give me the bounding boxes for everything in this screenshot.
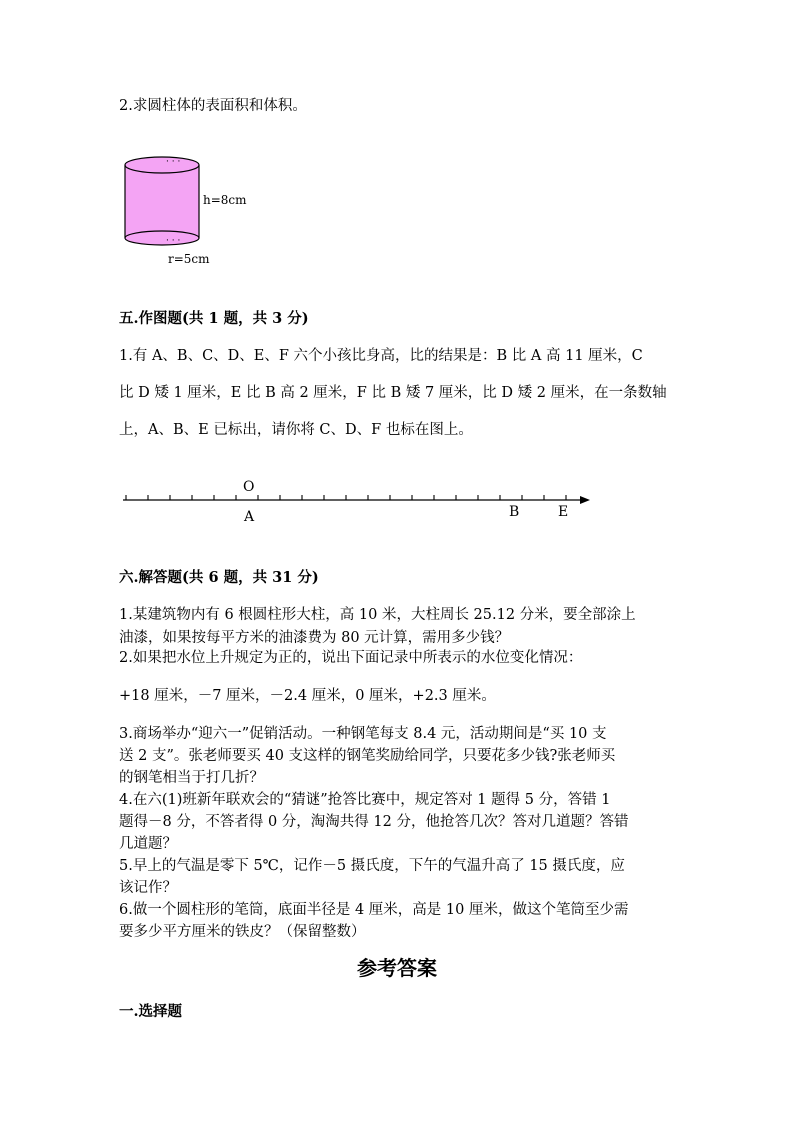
section-5-line: 上，A、B、E 已标出，请你将 C、D、F 也标在图上。 [119,422,473,438]
number-line [0,475,794,535]
answers-section-1-title: 一.选择题 [119,1003,183,1020]
cylinder-bottom [125,231,199,245]
dot: · · · [166,157,181,167]
section-6-line: 2.如果把水位上升规定为正的，说出下面记录中所表示的水位变化情况： [119,650,583,666]
section-5-title: 五.作图题(共 1 题，共 3 分) [119,310,309,327]
section-6-line: 油漆，如果按每平方米的油漆费为 80 元计算，需用多少钱？ [119,630,510,646]
section-6-line: 5.早上的气温是零下 5℃，记作－5 摄氏度，下午的气温升高了 15 摄氏度，应 [119,858,625,874]
section-6-line: 该记作？ [119,880,177,896]
section-6-line: 几道题？ [119,836,177,852]
cylinder-radius-label: r=5cm [168,252,210,266]
cylinder-figure [0,0,794,290]
number-line-arrow [580,496,590,504]
answers-title: 参考答案 [357,956,437,980]
point-label-b: B [509,504,520,520]
point-label-e: E [558,504,569,520]
dot: · · · [166,236,181,246]
section-6-line: 3.商场举办“迎六一”促销活动。一种钢笔每支 8.4 元，活动期间是“买 10 支 [119,726,607,742]
question-cylinder-prompt: 2.求圆柱体的表面积和体积。 [119,98,307,114]
section-6-line: 6.做一个圆柱形的笔筒，底面半径是 4 厘米，高是 10 厘米，做这个笔筒至少需 [119,902,629,918]
cylinder-body [125,165,199,238]
point-label-a: A [244,509,255,525]
section-6-line: 的钢笔相当于打几折？ [119,770,264,786]
cylinder-height-label: h=8cm [203,193,247,207]
section-6-line: +18 厘米，－7 厘米，－2.4 厘米，0 厘米，+2.3 厘米。 [119,688,496,704]
cylinder-top [125,157,199,173]
section-5-line: 比 D 矮 1 厘米，E 比 B 高 2 厘米，F 比 B 矮 7 厘米，比 D 矮 2 厘米，在一条数轴 [119,385,667,401]
section-6-line: 题得－8 分，不答者得 0 分，淘淘共得 12 分，他抢答几次？答对几道题？答错 [119,814,629,830]
section-6-line: 要多少平方厘米的铁皮？（保留整数） [119,924,366,940]
section-6-line: 1.某建筑物内有 6 根圆柱形大柱，高 10 米，大柱周长 25.12 分米，要全部涂上 [119,607,636,623]
section-5-line: 1.有 A、B、C、D、E、F 六个小孩比身高，比的结果是：B 比 A 高 11 厘米，C [119,348,643,364]
section-6-title: 六.解答题(共 6 题，共 31 分) [119,569,319,586]
origin-label: O [243,479,255,495]
section-6-line: 送 2 支”。张老师要买 40 支这样的钢笔奖励给同学，只要花多少钱?张老师买 [119,748,616,764]
section-6-line: 4.在六(1)班新年联欢会的“猜谜”抢答比赛中，规定答对 1 题得 5 分，答错 1 [119,792,611,808]
